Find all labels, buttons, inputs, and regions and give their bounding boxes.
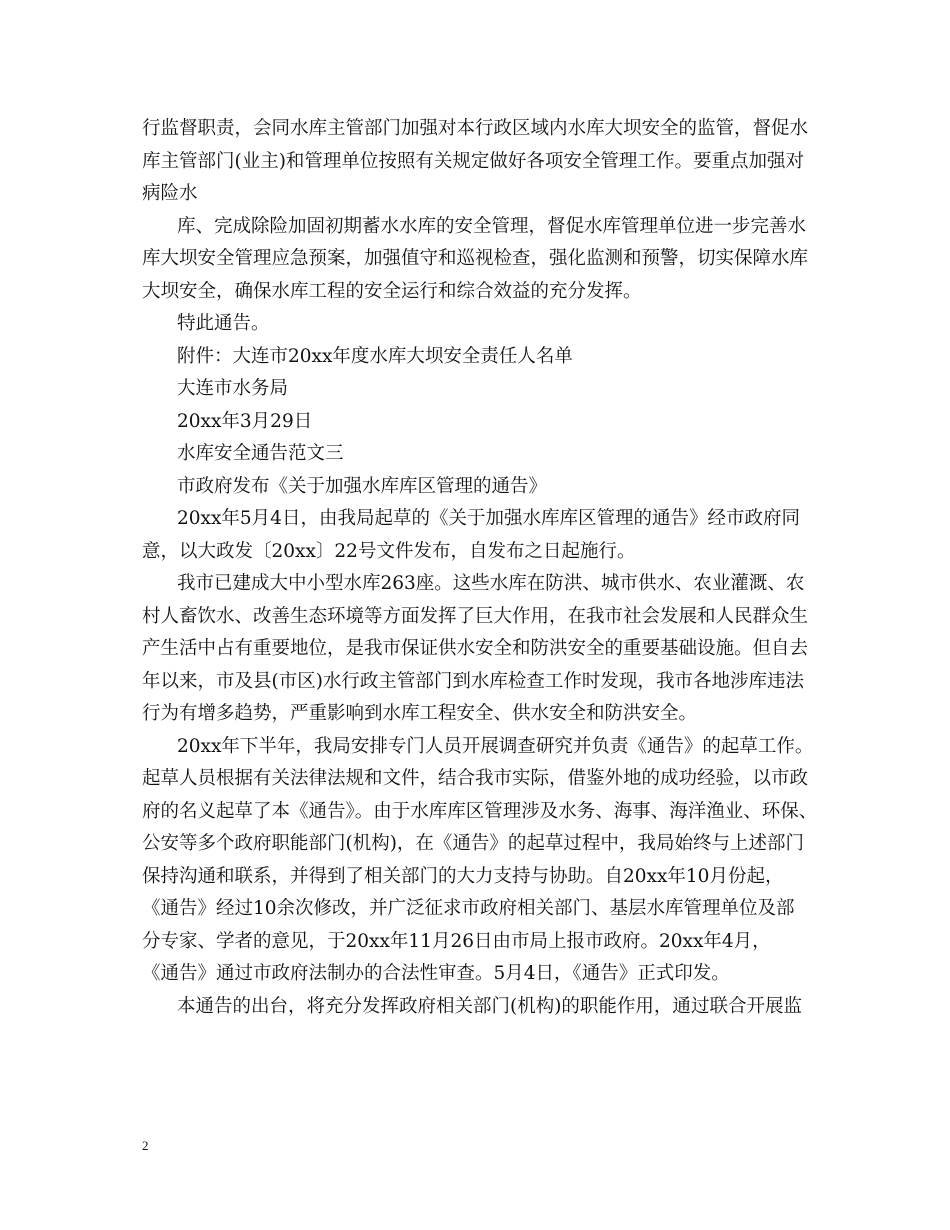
body-text <box>142 113 832 1023</box>
text-line: 意，以大政发〔20xx〕22号文件发布，自发布之日起施行。 <box>142 540 636 562</box>
section-subtitle: 市政府发布《关于加强水库库区管理的通告》 <box>177 475 548 497</box>
text-line: 病险水 <box>142 183 198 204</box>
text-line: 分专家、学者的意见，于20xx年11月26日由市局上报市政府。20xx年4月， <box>142 930 771 952</box>
text-line: 保持沟通和联系，并得到了相关部门的大力支持与协助。自20xx年10月份起， <box>142 865 784 887</box>
text-line: 产生活中占有重要地位，是我市保证供水安全和防洪安全的重要基础设施。但自去 <box>142 638 809 659</box>
text-line: 库、完成除险加固初期蓄水水库的安全管理，督促水库管理单位进一步完善水 <box>177 215 807 237</box>
attachment-line: 附件：大连市20xx年度水库大坝安全责任人名单 <box>177 345 573 367</box>
text-line: 行监督职责，会同水库主管部门加强对本行政区域内水库大坝安全的监管，督促水 <box>142 118 809 139</box>
text-line: 行为有增多趋势，严重影响到水库工程安全、供水安全和防洪安全。 <box>142 703 698 724</box>
date-line: 20xx年3月29日 <box>177 410 313 432</box>
text-line: 库主管部门(业主)和管理单位按照有关规定做好各项安全管理工作。要重点加强对 <box>142 150 804 172</box>
text-line: 府的名义起草了本《通告》。由于水库库区管理涉及水务、海事、海洋渔业、环保、 <box>142 800 818 822</box>
text-line: 我市已建成大中小型水库263座。这些水库在防洪、城市供水、农业灌溉、农 <box>177 573 805 594</box>
page-number: 2 <box>142 1138 149 1153</box>
text-line: 20xx年5月4日，由我局起草的《关于加强水库库区管理的通告》经市政府同 <box>177 508 800 529</box>
text-line: 公安等多个政府职能部门(机构)，在《通告》的起草过程中，我局始终与上述部门 <box>142 833 804 854</box>
text-line: 大坝安全，确保水库工程的安全运行和综合效益的充分发挥。 <box>142 280 642 302</box>
text-line: 本通告的出台，将充分发挥政府相关部门(机构)的职能作用，通过联合开展监 <box>177 995 802 1017</box>
section-title: 水库安全通告范文三 <box>177 443 344 464</box>
text-line: 《通告》经过10余次修改，并广泛征求市政府相关部门、基层水库管理单位及部 <box>142 898 795 919</box>
text-line: 村人畜饮水、改善生态环境等方面发挥了巨大作用，在我市社会发展和人民群众生 <box>142 605 809 627</box>
text-line: 20xx年下半年，我局安排专门人员开展调查研究并负责《通告》的起草工作。 <box>177 735 814 757</box>
text-line: 库大坝安全管理应急预案，加强值守和巡视检查，强化监测和预警，切实保障水库 <box>142 248 809 269</box>
text-line: 《通告》通过市政府法制办的合法性审查。5月4日，《通告》正式印发。 <box>142 963 730 984</box>
text-line: 特此通告。 <box>177 313 270 334</box>
issuer-line: 大连市水务局 <box>177 378 289 399</box>
text-line: 年以来，市及县(市区)水行政主管部门到水库检查工作时发现，我市各地涉库违法 <box>142 670 804 692</box>
text-line: 起草人员根据有关法律法规和文件，结合我市实际，借鉴外地的成功经验，以市政 <box>142 768 809 789</box>
